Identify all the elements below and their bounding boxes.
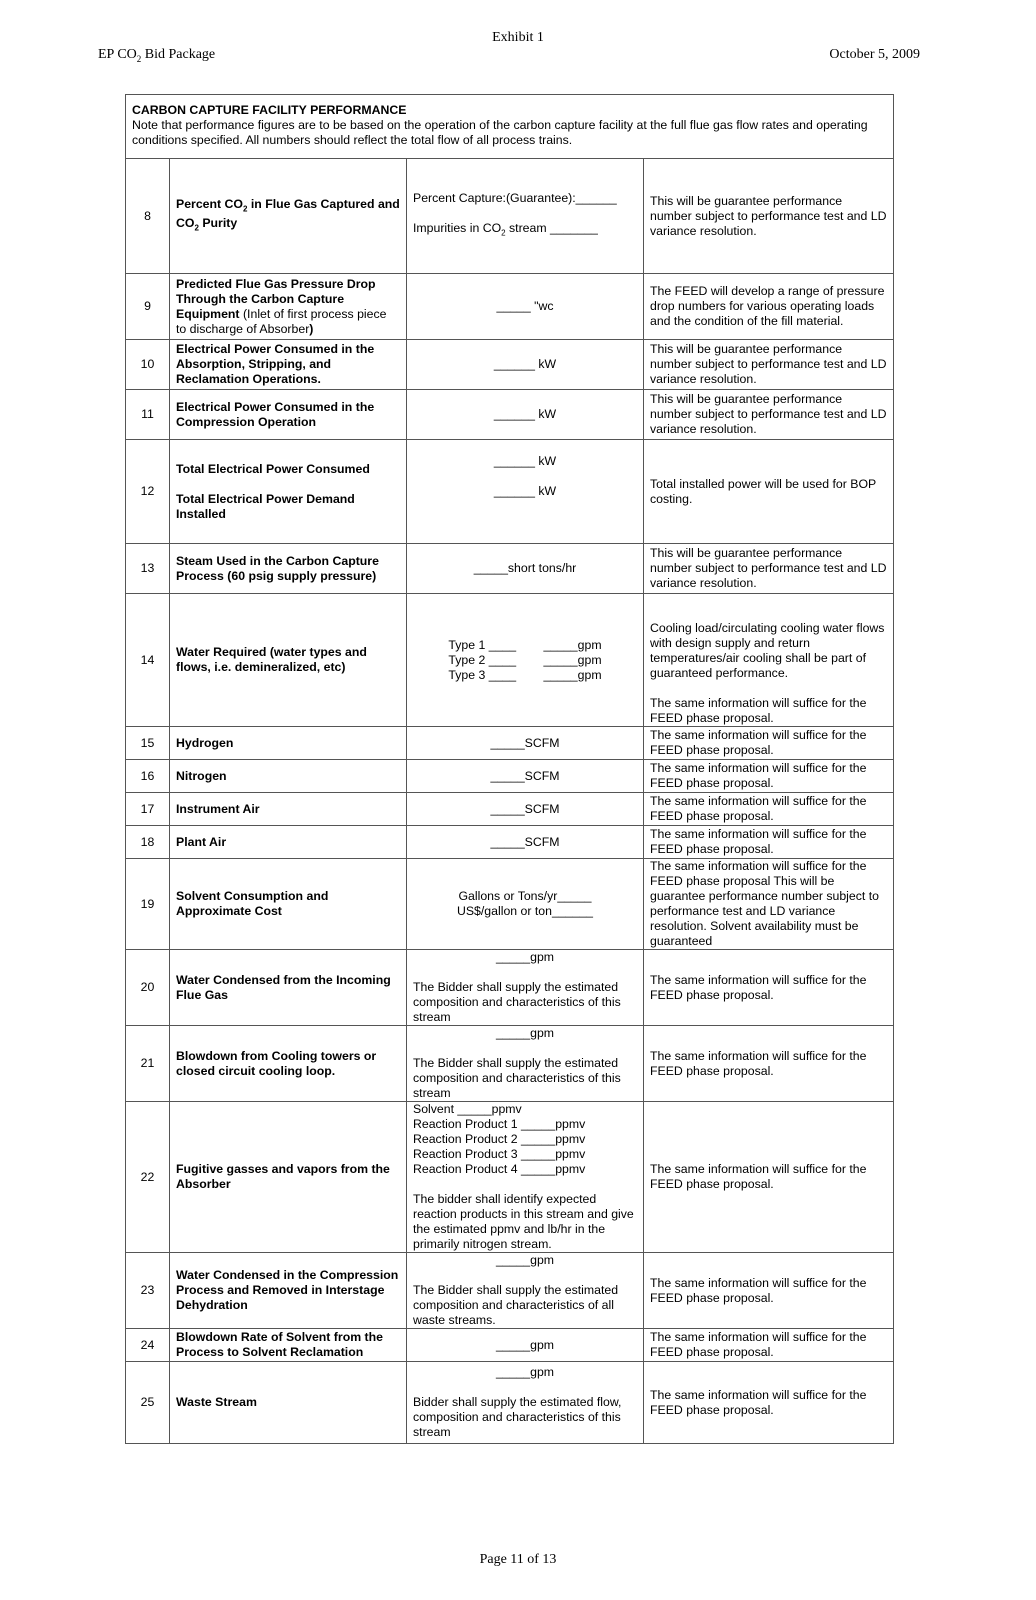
row-item: Hydrogen bbox=[170, 727, 407, 760]
row-note: The same information will suffice for the FEED phase proposal This will be guarantee performance number subject to performance test and LD variance resolution. Solvent availability must be guaranteed bbox=[644, 859, 894, 950]
row-note: The same information will suffice for the FEED phase proposal. bbox=[644, 1362, 894, 1444]
row-item: Water Condensed from the Incoming Flue Gas bbox=[170, 950, 407, 1026]
section-note: Note that performance figures are to be based on the operation of the carbon capture facility at the full flue gas flow rates and operating conditions specified. All numbers should reflect the total flow of all process trains. bbox=[132, 118, 868, 147]
row-number: 14 bbox=[126, 594, 170, 727]
table-row bbox=[126, 544, 894, 594]
row-item: Instrument Air bbox=[170, 793, 407, 826]
row-item: Total Electrical Power Consumed Total Electrical Power Demand Installed bbox=[170, 440, 407, 544]
row-item: Steam Used in the Carbon Capture Process (60 psig supply pressure) bbox=[170, 544, 407, 594]
row-number: 21 bbox=[126, 1026, 170, 1102]
row-item: Electrical Power Consumed in the Absorption, Stripping, and Reclamation Operations. bbox=[170, 340, 407, 390]
row-note: This will be guarantee performance number subject to performance test and LD variance resolution. bbox=[644, 544, 894, 594]
page-number: Page 11 of 13 bbox=[479, 1552, 557, 1567]
row-item: Water Condensed in the Compression Process and Removed in Interstage Dehydration bbox=[170, 1253, 407, 1329]
row-item: Solvent Consumption and Approximate Cost bbox=[170, 859, 407, 950]
table-row bbox=[126, 950, 894, 1026]
row-item: Blowdown from Cooling towers or closed circuit cooling loop. bbox=[170, 1026, 407, 1102]
header-document-title: EP $CO_2$ Bid Package bbox=[98, 47, 216, 64]
row-note: Total installed power will be used for BOP costing. bbox=[644, 440, 894, 544]
table-row bbox=[126, 1026, 894, 1102]
table-row bbox=[126, 793, 894, 826]
table-row bbox=[126, 760, 894, 793]
row-value: _____SCFM bbox=[407, 760, 644, 793]
row-note: This will be guarantee performance number subject to performance test and LD variance resolution. bbox=[644, 340, 894, 390]
table-row bbox=[126, 274, 894, 340]
row-item: Nitrogen bbox=[170, 760, 407, 793]
row-number: 24 bbox=[126, 1329, 170, 1362]
performance-table bbox=[125, 94, 894, 1444]
table-row bbox=[126, 826, 894, 859]
row-note: This will be guarantee performance number subject to performance test and LD variance resolution. bbox=[644, 390, 894, 440]
row-value: _____ "wc bbox=[407, 274, 644, 340]
row-number: 13 bbox=[126, 544, 170, 594]
row-number: 11 bbox=[126, 390, 170, 440]
table-row bbox=[126, 859, 894, 950]
row-item: Fugitive gasses and vapors from the Absorber bbox=[170, 1102, 407, 1253]
table-row bbox=[126, 340, 894, 390]
row-note: The same information will suffice for the FEED phase proposal. bbox=[644, 793, 894, 826]
table-row bbox=[126, 1102, 894, 1253]
row-item: Water Required (water types and flows, i.e. demineralized, etc) bbox=[170, 594, 407, 727]
row-number: 22 bbox=[126, 1102, 170, 1253]
row-item: Plant Air bbox=[170, 826, 407, 859]
header-date: October 5, 2009 bbox=[829, 47, 920, 62]
row-number: 9 bbox=[126, 274, 170, 340]
row-note: This will be guarantee performance number subject to performance test and LD variance resolution. bbox=[644, 159, 894, 274]
row-note: The same information will suffice for the FEED phase proposal. bbox=[644, 760, 894, 793]
row-value: ______ kW bbox=[407, 340, 644, 390]
table-row bbox=[126, 594, 894, 727]
table-row bbox=[126, 1362, 894, 1444]
row-note: The same information will suffice for the FEED phase proposal. bbox=[644, 950, 894, 1026]
row-item: Predicted Flue Gas Pressure Drop Through the Carbon Capture Equipment (Inlet of first process piece to discharge of Absorber) bbox=[170, 274, 407, 340]
row-note: The same information will suffice for the FEED phase proposal. bbox=[644, 1329, 894, 1362]
row-note: The FEED will develop a range of pressure drop numbers for various operating loads and the condition of the fill material. bbox=[644, 274, 894, 340]
row-value: ______ kW ______ kW bbox=[407, 440, 644, 544]
row-number: 25 bbox=[126, 1362, 170, 1444]
row-note: Cooling load/circulating cooling water flows with design supply and return temperatures/air cooling shall be part of guaranteed performance. The same information will suffice for the FEED phase proposal. bbox=[644, 594, 894, 727]
row-note: The same information will suffice for the FEED phase proposal. bbox=[644, 1253, 894, 1329]
row-number: 18 bbox=[126, 826, 170, 859]
row-value: _____gpm bbox=[407, 1329, 644, 1362]
table-row bbox=[126, 159, 894, 274]
row-item: Blowdown Rate of Solvent from the Process to Solvent Reclamation bbox=[170, 1329, 407, 1362]
section-header-row bbox=[126, 95, 894, 159]
row-value: _____SCFM bbox=[407, 727, 644, 760]
row-value: ______ kW bbox=[407, 390, 644, 440]
row-value: _____gpm The Bidder shall supply the estimated composition and characteristics of this stream bbox=[407, 950, 644, 1026]
row-item: Percent $CO_2$ in Flue Gas Captured and $CO_2$ Purity bbox=[170, 159, 407, 274]
row-item: Electrical Power Consumed in the Compression Operation bbox=[170, 390, 407, 440]
table-row bbox=[126, 440, 894, 544]
row-value: _____gpm The Bidder shall supply the estimated composition and characteristics of this stream bbox=[407, 1026, 644, 1102]
row-note: The same information will suffice for the FEED phase proposal. bbox=[644, 1102, 894, 1253]
row-value: _____gpm The Bidder shall supply the estimated composition and characteristics of all waste streams. bbox=[407, 1253, 644, 1329]
table-row bbox=[126, 1329, 894, 1362]
row-value: _____SCFM bbox=[407, 793, 644, 826]
row-value: _____gpm Bidder shall supply the estimated flow, composition and characteristics of this stream bbox=[407, 1362, 644, 1444]
table-row bbox=[126, 390, 894, 440]
row-note: The same information will suffice for the FEED phase proposal. bbox=[644, 727, 894, 760]
table-row bbox=[126, 727, 894, 760]
row-number: 10 bbox=[126, 340, 170, 390]
row-note: The same information will suffice for the FEED phase proposal. bbox=[644, 1026, 894, 1102]
row-number: 12 bbox=[126, 440, 170, 544]
row-number: 15 bbox=[126, 727, 170, 760]
row-number: 23 bbox=[126, 1253, 170, 1329]
row-value: _____short tons/hr bbox=[407, 544, 644, 594]
row-value: Type 1 ____ _____gpm Type 2 ____ _____gpm Type 3 ____ _____gpm bbox=[407, 594, 644, 727]
row-item: Waste Stream bbox=[170, 1362, 407, 1444]
row-value: Percent Capture:(Guarantee):______ Impurities in $CO_2$ stream _______ bbox=[407, 159, 644, 274]
row-note: The same information will suffice for the FEED phase proposal. bbox=[644, 826, 894, 859]
row-number: 8 bbox=[126, 159, 170, 274]
section-title: CARBON CAPTURE FACILITY PERFORMANCE bbox=[132, 103, 407, 117]
row-number: 19 bbox=[126, 859, 170, 950]
row-value: Gallons or Tons/yr_____ US$/gallon or ton______ bbox=[407, 859, 644, 950]
row-number: 16 bbox=[126, 760, 170, 793]
exhibit-label: Exhibit 1 bbox=[492, 30, 544, 45]
row-value: Solvent _____ppmv Reaction Product 1 _____ppmv Reaction Product 2 _____ppmv Reaction Product 3 _____ppmv Reaction Product 4 _____ppmv The bidder shall identify expected reaction products in this stream and give the estimated ppmv and lb/hr in the primarily nitrogen stream. bbox=[407, 1102, 644, 1253]
table-row bbox=[126, 1253, 894, 1329]
row-value: _____SCFM bbox=[407, 826, 644, 859]
row-number: 17 bbox=[126, 793, 170, 826]
row-number: 20 bbox=[126, 950, 170, 1026]
